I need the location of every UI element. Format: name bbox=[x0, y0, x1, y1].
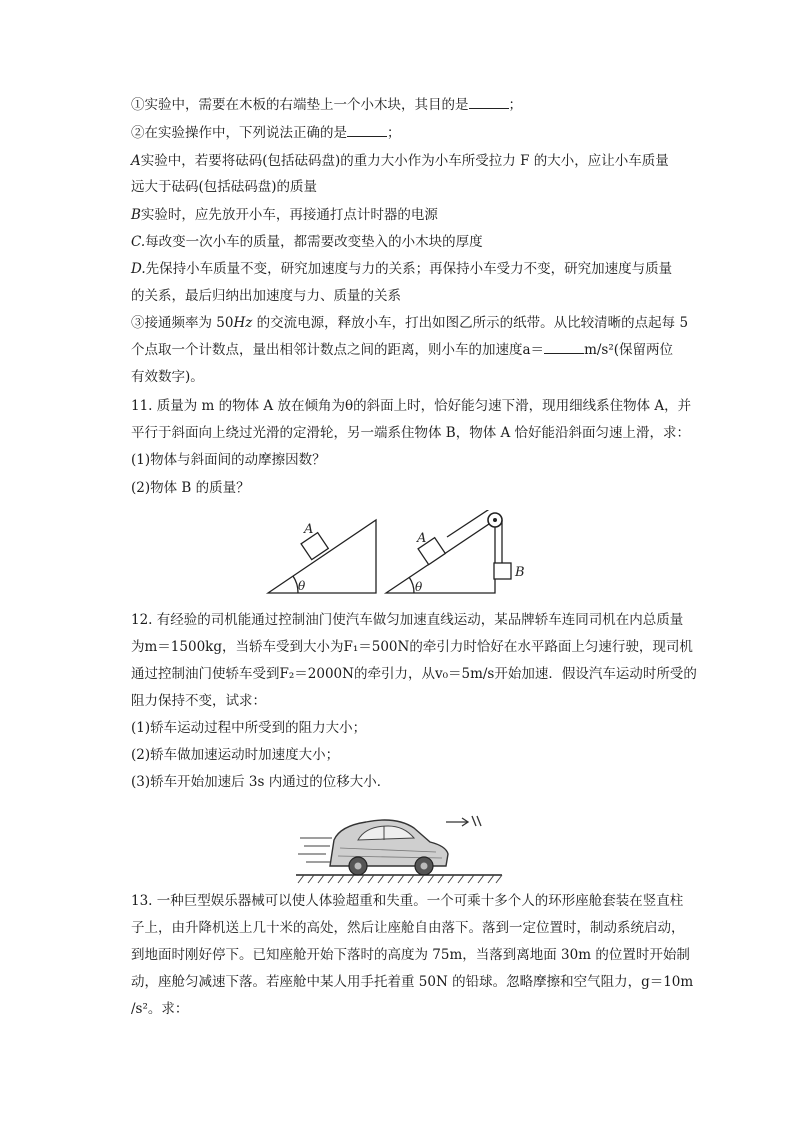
q12-stem-3: 通过控制油门使轿车受到F₂＝2000N的牵引力，从v₀＝5m/s开始加速．假设汽车运动时所受的 bbox=[131, 666, 697, 682]
q10-option-d-cont: 的关系，最后归纳出加速度与力、质量的关系 bbox=[131, 288, 401, 304]
answer-blank bbox=[544, 341, 584, 354]
label-block-a-2: A bbox=[417, 531, 427, 546]
q10-option-a-cont: 远大于砝码(包括砝码盘)的质量 bbox=[131, 179, 318, 195]
q11-sub1: (1)物体与斜面间的动摩擦因数？ bbox=[131, 452, 326, 468]
q13-stem-4: 动，座舱匀减速下落。若座舱中某人用手托着重 50N 的铅球。忽略摩擦和空气阻力，g＝10m bbox=[131, 974, 694, 990]
q13-stem: 13. 一种巨型娱乐器械可以使人体验超重和失重。一个可乘十多个人的环形座舱套装在竖直柱 bbox=[131, 893, 684, 909]
q10-option-d: D.先保持小车质量不变，研究加速度与力的关系；再保持小车受力不变，研究加速度与质量 bbox=[131, 261, 673, 277]
q10-part2: ②在实验操作中，下列说法正确的是 ； bbox=[131, 125, 401, 141]
label-block-a: A bbox=[304, 522, 314, 537]
q12-sub3: (3)轿车开始加速后 3s 内通过的位移大小． bbox=[131, 774, 391, 790]
q10-part3-end: 有效数字)。 bbox=[131, 369, 204, 385]
q12-sub1: (1)轿车运动过程中所受到的阻力大小； bbox=[131, 720, 367, 736]
q11-stem-cont: 平行于斜面向上绕过光滑的定滑轮，另一端系住物体 B，物体 A 恰好能沿斜面匀速上滑，求： bbox=[131, 425, 691, 441]
q12-sub2: (2)轿车做加速运动时加速度大小； bbox=[131, 747, 340, 763]
answer-blank bbox=[347, 124, 387, 137]
q10-part3-cont: 个点取一个计数点，量出相邻计数点之间的距离，则小车的加速度a＝ m/s²(保留两位 bbox=[131, 342, 674, 358]
label-theta-2: θ bbox=[415, 580, 423, 594]
q10-option-c: C.每改变一次小车的质量，都需要改变垫入的小木块的厚度 bbox=[131, 234, 483, 250]
incline-figure-1 bbox=[268, 520, 376, 593]
q10-option-b: B实验时，应先放开小车，再接通打点计时器的电源 bbox=[131, 207, 438, 223]
answer-blank bbox=[469, 96, 509, 109]
q10-part1: ①实验中，需要在木板的右端垫上一个小木块，其目的是 ； bbox=[131, 97, 522, 113]
incline-figures bbox=[262, 510, 532, 596]
q10-part3: ③接通频率为 50Hz 的交流电源，释放小车，打出如图乙所示的纸带。从比较清晰的点起每 5 bbox=[131, 315, 689, 331]
q13-stem-5: /s²。求： bbox=[131, 1001, 189, 1017]
q13-stem-3: 到地面时刚好停下。已知座舱开始下落时的高度为 75m，当落到离地面 30m 的位置时开始制 bbox=[131, 947, 690, 963]
direction-arrow-icon bbox=[446, 816, 481, 826]
q11-sub2: (2)物体 B 的质量？ bbox=[131, 480, 250, 496]
label-block-b: B bbox=[515, 565, 525, 580]
car-illustration bbox=[296, 808, 506, 884]
ground-hatching bbox=[298, 875, 502, 883]
q12-stem-2: 为m＝1500kg，当轿车受到大小为F₁＝500N的牵引力时恰好在水平路面上匀速行驶，现司机 bbox=[131, 639, 693, 655]
label-theta: θ bbox=[298, 579, 306, 593]
q11-stem: 11. 质量为 m 的物体 A 放在倾角为θ的斜面上时，恰好能匀速下滑，现用细线系住物体 A，并 bbox=[131, 398, 692, 414]
q12-stem: 12. 有经验的司机能通过控制油门使汽车做匀加速直线运动，某品牌轿车连同司机在内总质量 bbox=[131, 612, 684, 628]
q13-stem-2: 子上，由升降机送上几十米的高处，然后让座舱自由落下。落到一定位置时，制动系统启动， bbox=[131, 920, 685, 936]
q10-option-a: A实验中，若要将砝码(包括砝码盘)的重力大小作为小车所受拉力 F 的大小，应让小车质量 bbox=[131, 153, 669, 169]
q12-stem-4: 阻力保持不变，试求： bbox=[131, 693, 266, 709]
